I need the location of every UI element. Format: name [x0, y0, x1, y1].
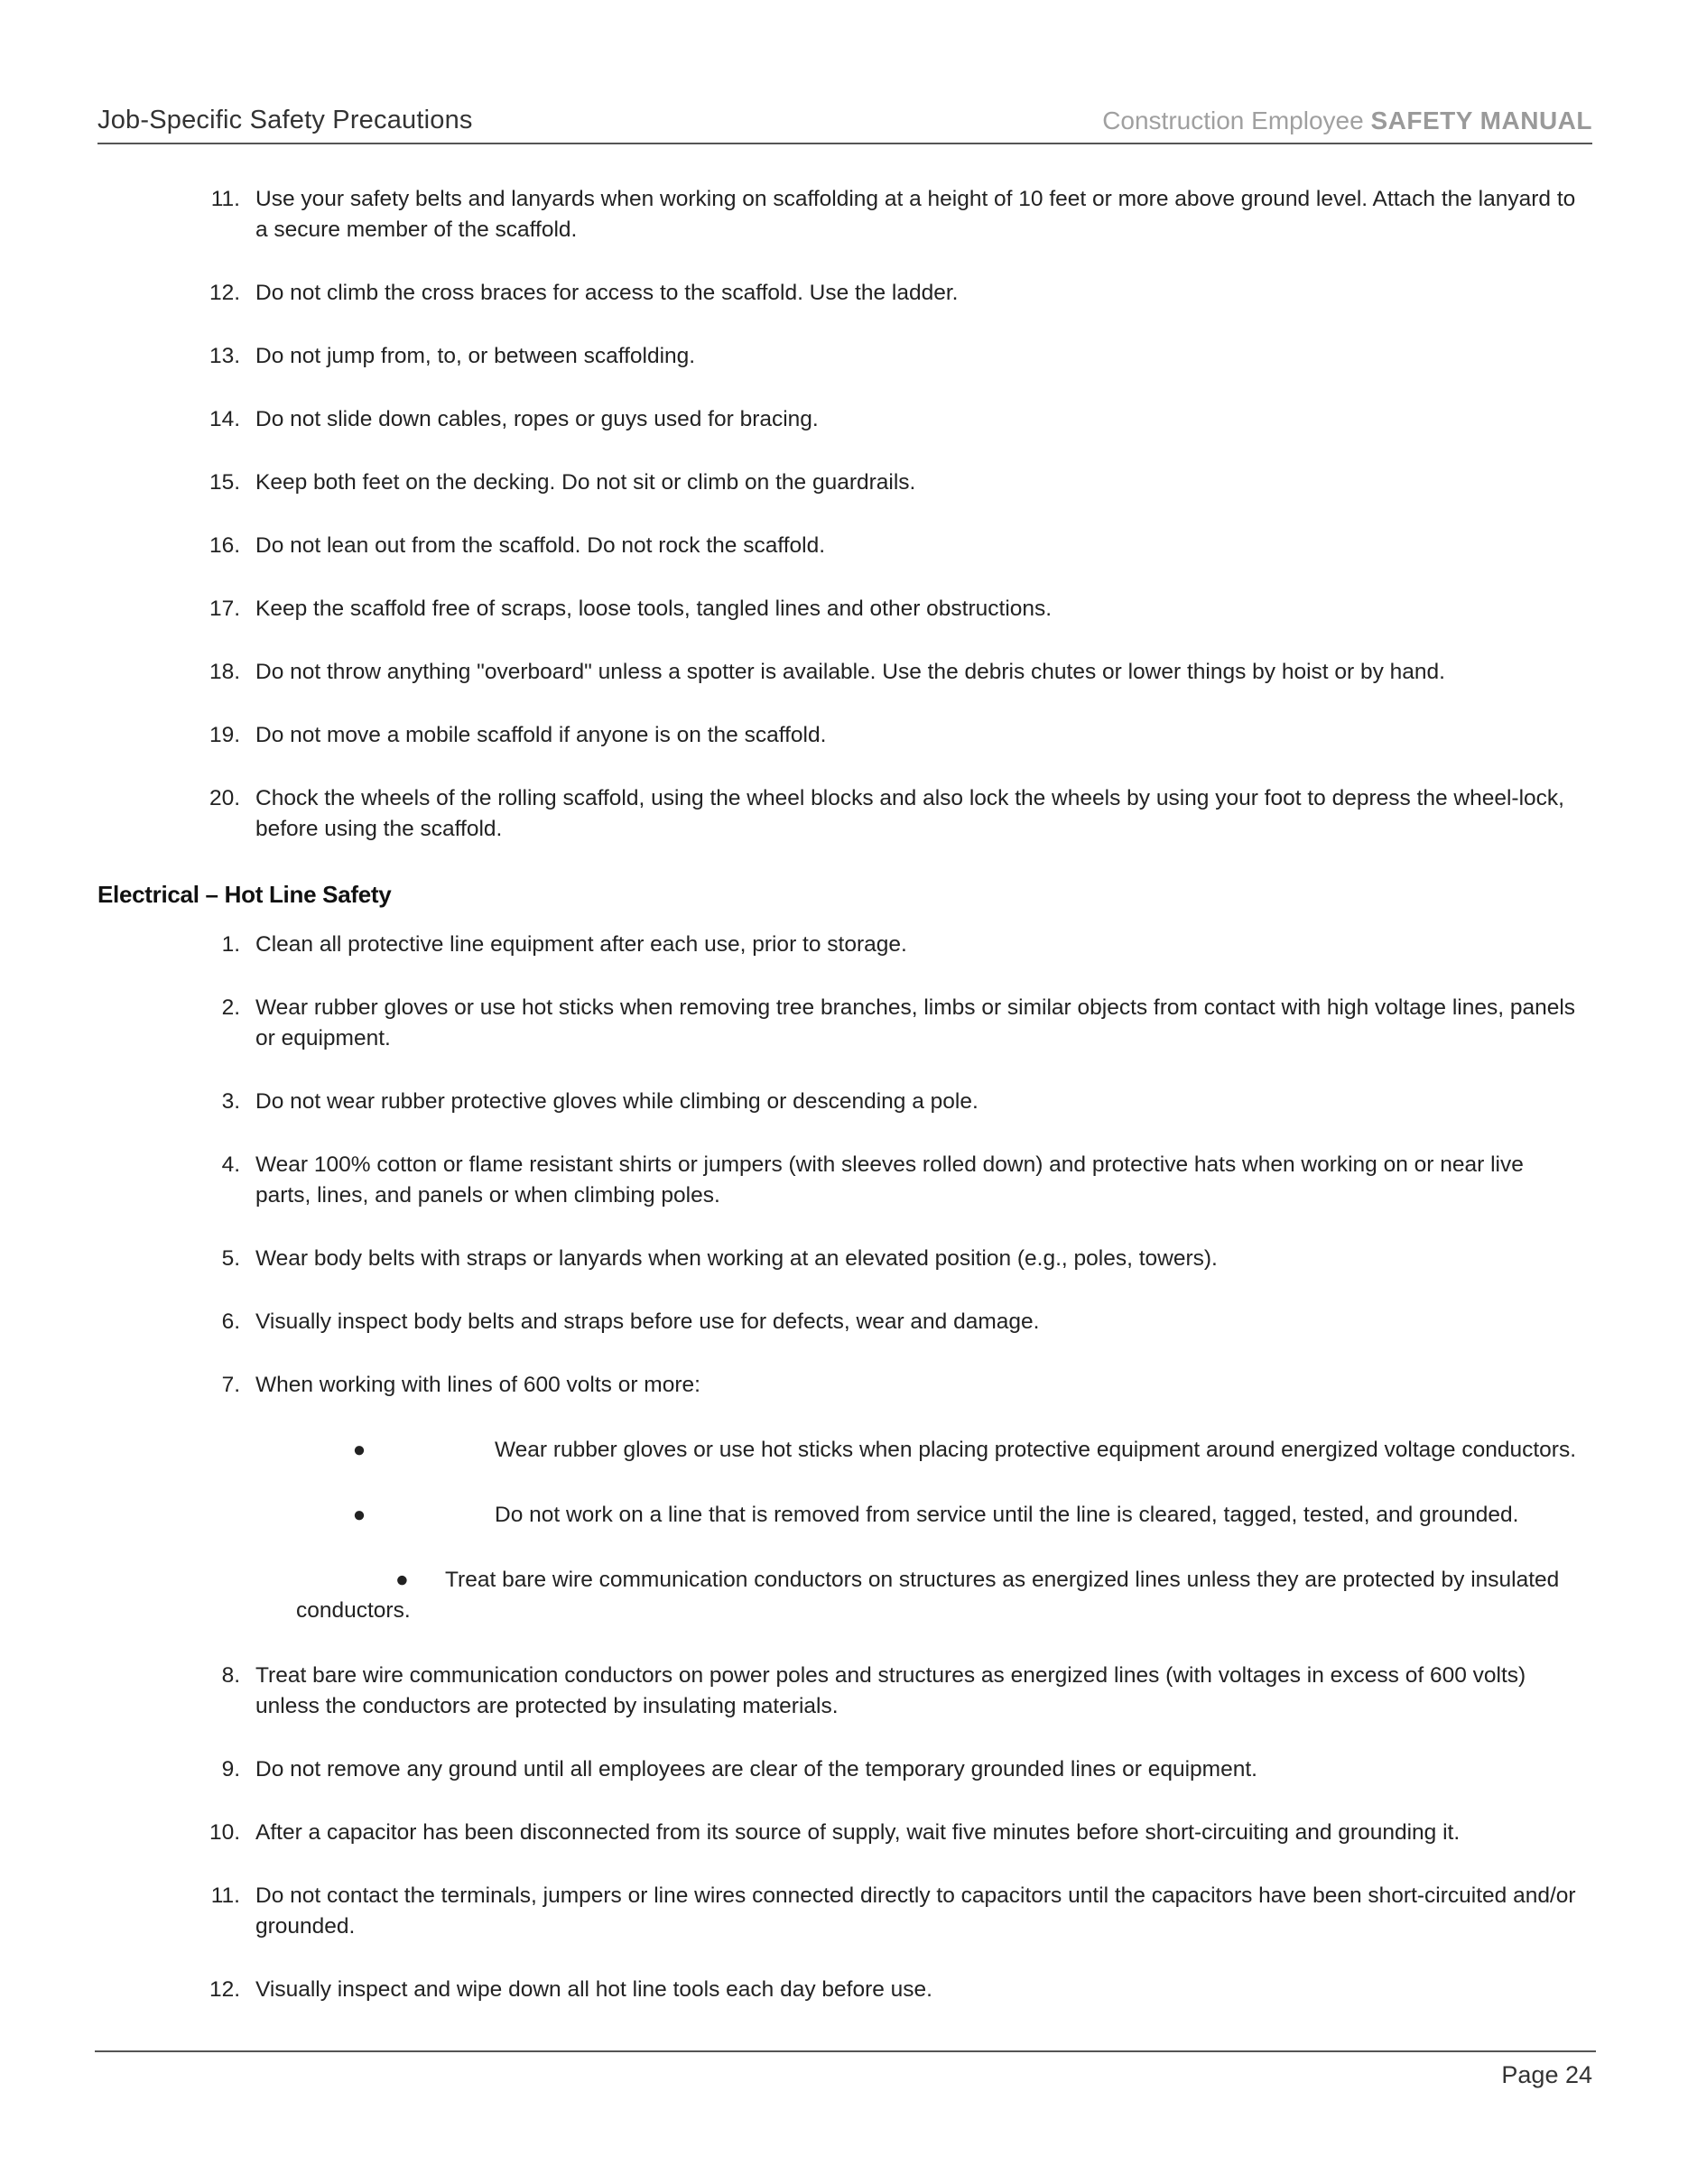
list-item-text: Clean all protective line equipment after each use, prior to storage.: [255, 932, 907, 957]
list-item-text: Do not remove any ground until all employees are clear of the temporary grounded lines or equipment.: [255, 1757, 1257, 1781]
list-item-number: 11.: [210, 1883, 240, 1908]
list-item-number: 13.: [209, 344, 240, 368]
list-item-number: 14.: [209, 407, 240, 431]
list-item-number: 5.: [221, 1246, 240, 1271]
page-header: [97, 99, 1592, 144]
list-item-number: 16.: [209, 533, 240, 558]
list-item-text: Wear rubber gloves or use hot sticks when removing tree branches, limbs or similar objects from contact with high voltage lines, panels or equipment.: [255, 995, 1576, 1050]
list-item-text: When working with lines of 600 volts or more:: [255, 1373, 700, 1397]
header-manual-title: [1102, 106, 1592, 135]
list-item-number: 1.: [221, 932, 240, 957]
list-item-text: Wear body belts with straps or lanyards when working at an elevated position (e.g., poles, towers).: [255, 1246, 1218, 1271]
list-item-number: 9.: [221, 1757, 240, 1781]
list-item-text: Do not slide down cables, ropes or guys used for bracing.: [255, 407, 819, 431]
sub-bullet-item: [296, 1565, 1560, 1626]
list-item-text: After a capacitor has been disconnected from its source of supply, wait five minutes before short-circuiting and grounding it.: [255, 1820, 1461, 1845]
bullet-icon: ●: [352, 1438, 366, 1462]
list-item-text: Do not move a mobile scaffold if anyone is on the scaffold.: [255, 723, 827, 747]
list-item-number: 7.: [221, 1373, 240, 1397]
sub-bullet-text: Treat bare wire communication conductors on structures as energized lines unless they are protected by insulated conductors.: [296, 1568, 1560, 1623]
list-item-number: 4.: [221, 1152, 240, 1177]
list-item-number: 17.: [209, 597, 240, 621]
list-item-text: Keep both feet on the decking. Do not sit or climb on the guardrails.: [255, 470, 916, 495]
header-manual-title-light: Construction Employee: [1102, 106, 1364, 134]
list-item-text: Treat bare wire communication conductors on power poles and structures as energized lines (with voltages in excess of 600 volts) unless the conductors are protected by insulating materials.: [255, 1663, 1526, 1718]
list-item-number: 6.: [221, 1309, 240, 1334]
bullet-icon: ●: [352, 1503, 366, 1527]
list-item-text: Wear 100% cotton or flame resistant shirts or jumpers (with sleeves rolled down) and protective hats when working on or near live parts, lines, and panels or when climbing poles.: [255, 1152, 1524, 1208]
page-number: Page 24: [1501, 2061, 1592, 2088]
list-item-text: Do not jump from, to, or between scaffolding.: [255, 344, 696, 368]
list-item-text: Use your safety belts and lanyards when working on scaffolding at a height of 10 feet or more above ground level. Attach the lanyard to a secure member of the scaffold.: [255, 187, 1576, 242]
list-item-text: Visually inspect body belts and straps before use for defects, wear and damage.: [255, 1309, 1040, 1334]
list-item-text: Do not throw anything "overboard" unless a spotter is available. Use the debris chutes or lower things by hoist or by hand.: [255, 660, 1445, 684]
list-item-number: 12.: [209, 281, 240, 305]
list-item-number: 15.: [209, 470, 240, 495]
list-item-text: Do not lean out from the scaffold. Do not rock the scaffold.: [255, 533, 826, 558]
footer-divider: [95, 2050, 1596, 2052]
list-item-number: 20.: [209, 786, 240, 810]
section-heading: Electrical – Hot Line Safety: [97, 881, 392, 908]
bullet-icon: ●: [395, 1568, 409, 1592]
header-manual-title-bold: SAFETY MANUAL: [1370, 106, 1592, 134]
header-section-title: Job-Specific Safety Precautions: [97, 106, 473, 134]
list-item-number: 12.: [209, 1977, 240, 2002]
list-item-number: 11.: [210, 187, 240, 211]
sub-bullet-text: Do not work on a line that is removed from service until the line is cleared, tagged, tested, and grounded.: [495, 1503, 1519, 1527]
list-item-text: Chock the wheels of the rolling scaffold, using the wheel blocks and also lock the wheels by using your foot to depress the wheel-lock, before using the scaffold.: [255, 786, 1564, 841]
list-item-number: 8.: [221, 1663, 240, 1688]
list-item-text: Do not climb the cross braces for access to the scaffold. Use the ladder.: [255, 281, 959, 305]
list-item-text: Keep the scaffold free of scraps, loose tools, tangled lines and other obstructions.: [255, 597, 1053, 621]
sub-bullet-text: Wear rubber gloves or use hot sticks when placing protective equipment around energized voltage conductors.: [495, 1438, 1577, 1462]
list-item-number: 18.: [209, 660, 240, 684]
list-item-text: Visually inspect and wipe down all hot line tools each day before use.: [255, 1977, 932, 2002]
list-item-number: 19.: [209, 723, 240, 747]
list-item-number: 3.: [221, 1089, 240, 1114]
list-item-number: 2.: [221, 995, 240, 1020]
list-item-text: Do not contact the terminals, jumpers or line wires connected directly to capacitors until the capacitors have been short-circuited and/or grounded.: [255, 1883, 1576, 1939]
list-item-text: Do not wear rubber protective gloves while climbing or descending a pole.: [255, 1089, 978, 1114]
list-item-number: 10.: [209, 1820, 240, 1845]
